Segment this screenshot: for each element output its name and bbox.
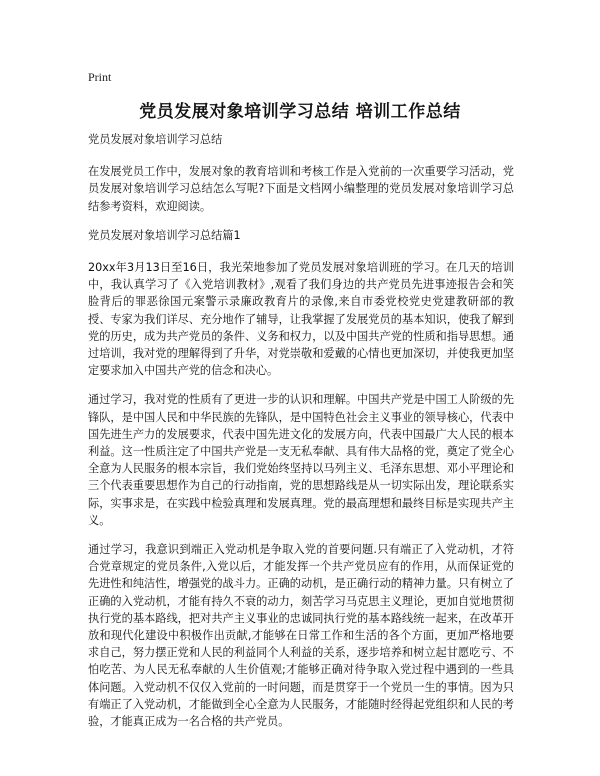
print-link[interactable]: Print [88,70,112,84]
body-paragraph-1: 20xx年3月13日至16日，我光荣地参加了党员发展对象培训班的学习。在几天的培训中，我认真学习了《入党培训教材》,观看了我们身边的共产党员先进事迹报告会和笑脸背后的罪恶徐国元案警示录廉政教育片的录像,来自市委党校党史党建教研部的教授、专家为我们详尽、充分地作了辅导，让我掌握了发展党员的基本知识，使我了解到党的历史，成为共产党员的条件、义务和权力，以及中国共产党的性质和指导思想。通过培训，我对党的理解得到了升华，对党崇敬和爱戴的心情也更加深切，并使我更加坚定要求加入中国共产党的信念和决心。 [88,261,514,378]
body-paragraph-3: 通过学习，我意识到端正入党动机是争取入党的首要问题.只有端正了入党动机，才符合党章规定的党员条件,入党以后，才能发挥一个共产党员应有的作用，从而保证党的先进性和纯洁性，增强党的战斗力。正确的动机，是正确行动的精神力量。只有树立了正确的入党动机，才能有持久不衰的动力，刻苦学习马克思主义理论，更加自觉地贯彻执行党的基本路线，把对共产主义事业的忠诚同执行党的基本路线统一起来，在改革开放和现代化建设中积极作出贡献,才能够在日常工作和生活的各个方面，更加严格地要求自己，努力摆正党和人民的利益同个人利益的关系，逐步培养和树立起甘愿吃亏、不怕吃苦、为人民无私奉献的人生价值观;才能够正确对待争取入党过程中遇到的一些具体问题。入党动机不仅仅入党前的一时问题，而是贯穿于一个党员一生的事情。因为只有端正了入党动机，才能做到全心全意为人民服务，才能随时经得起党组织和人民的考验，才能真正成为一名合格的共产党员。 [88,543,514,729]
document-body [88,131,514,742]
article-heading: 党员发展对象培训学习总结篇1 [88,228,241,242]
body-paragraph-2: 通过学习，我对党的性质有了更进一步的认识和理解。中国共产党是中国工人阶级的先锋队，是中国人民和中华民族的先锋队，是中国特色社会主义事业的领导核心，代表中国先进生产力的发展要求，代表中国先进文化的发展方向，代表中国最广大人民的根本利益。这一性质注定了中国共产党是一支无私奉献、具有伟大品格的党，奠定了党全心全意为人民服务的根本宗旨，我们党始终坚持以马列主义、毛泽东思想、邓小平理论和三个代表重要思想作为自己的行动指南，党的思想路线是从一切实际出发，理论联系实际，实事求是，在实践中检验真理和发展真理。党的最高理想和最终目标是实现共产主义。 [88,393,514,527]
document-title: 党员发展对象培训学习总结 培训工作总结 [139,102,461,122]
intro-paragraph: 在发展党员工作中，发展对象的教育培训和考核工作是入党前的一次重要学习活动，党员发展对象培训学习总结怎么写呢?下面是文档网小编整理的党员发展对象培训学习总结参考资料，欢迎阅读。 [88,165,514,213]
section-heading: 党员发展对象培训学习总结 [88,133,223,146]
